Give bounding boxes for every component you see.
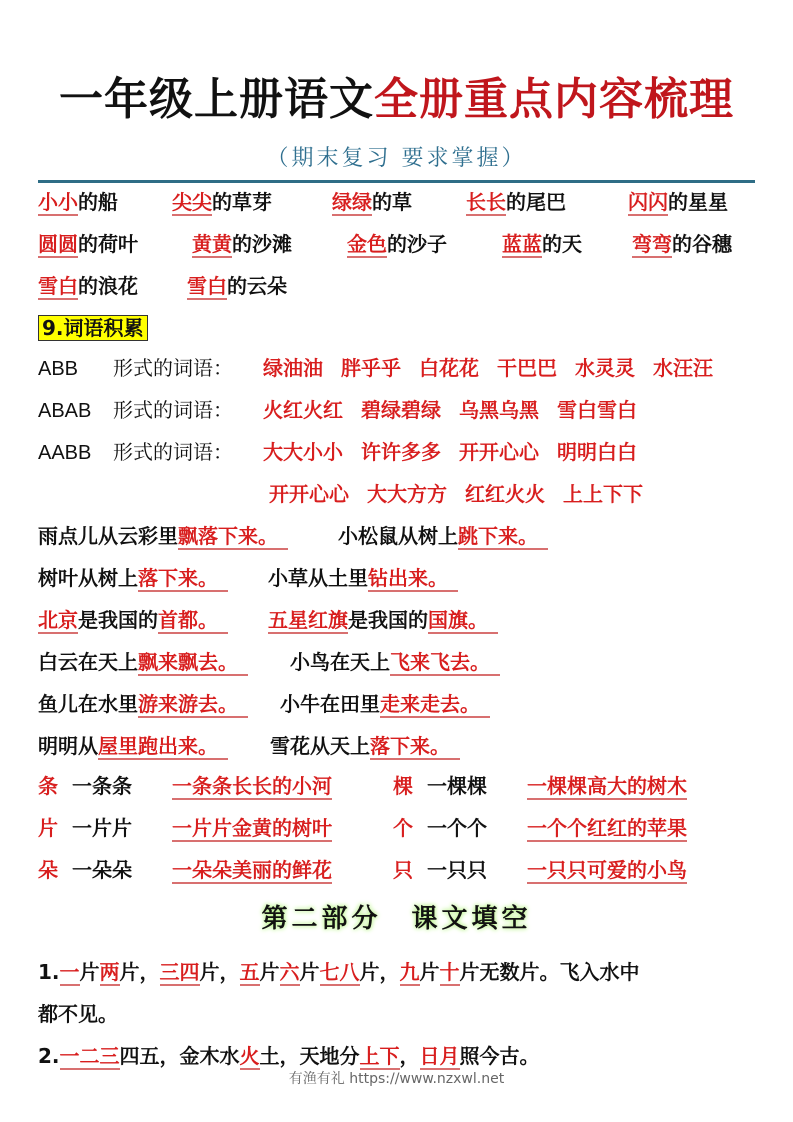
question-text: 片	[259, 960, 280, 984]
phrase-key: 闪闪	[628, 190, 668, 214]
sentence-text: 明明从	[38, 734, 98, 758]
measure-word-row	[38, 772, 332, 800]
phrase-key: 金色	[347, 232, 387, 256]
sentence-answer: 落下来。	[370, 734, 460, 758]
sentence	[38, 522, 288, 550]
question-text: 片	[419, 960, 440, 984]
phrase-key: 尖尖	[172, 190, 212, 214]
phrase-key: 蓝蓝	[502, 232, 542, 256]
form-label: ABAB	[38, 400, 92, 422]
measure-word: 个	[393, 816, 413, 840]
sentence	[290, 648, 500, 676]
measure-phrase: 一棵棵高大的树木	[527, 774, 687, 798]
blank-answer: 一	[59, 960, 80, 984]
sentence-answer: 飘来飘去。	[138, 650, 248, 674]
question-text: 四五，金木水	[119, 1044, 240, 1068]
title-black-part: 一年级上册语文	[59, 74, 374, 125]
form-suffix: 形式的词语：	[113, 440, 233, 464]
question-1	[38, 958, 640, 986]
blank-answer: 六	[279, 960, 300, 984]
sentence	[38, 732, 228, 760]
form-word: 火红火红	[263, 398, 343, 422]
blank-answer: 两	[99, 960, 120, 984]
measure-phrase: 一条条长长的小河	[172, 774, 332, 798]
sentence-answer: 游来游去。	[138, 692, 248, 716]
phrase-item	[38, 272, 138, 300]
blank-answer: 日月	[419, 1044, 460, 1068]
measure-word-row	[38, 856, 332, 884]
phrase-rest: 的草	[372, 190, 412, 214]
sentence	[268, 564, 458, 592]
measure-word: 朵	[38, 858, 58, 882]
question-text: 片，	[199, 960, 240, 984]
question-text: 土，天地分	[259, 1044, 360, 1068]
measure-phrase: 一只只可爱的小鸟	[527, 858, 687, 882]
form-word: 雪白雪白	[557, 398, 637, 422]
measure-word-row	[393, 772, 687, 800]
sentence-answer: 五星红旗	[268, 608, 348, 632]
sentence-answer: 国旗。	[428, 608, 498, 632]
measure-dup: 一片片	[72, 816, 132, 840]
sentence	[268, 606, 498, 634]
sentence-text: 白云在天上	[38, 650, 138, 674]
sentence	[38, 606, 228, 634]
question-text: 片	[299, 960, 320, 984]
measure-word-row	[393, 856, 687, 884]
question-text: 片，	[119, 960, 160, 984]
form-word: 胖乎乎	[341, 356, 401, 380]
form-words	[263, 356, 731, 380]
title-red-part: 全册重点内容梳理	[374, 74, 734, 125]
form-words	[263, 398, 655, 422]
sentence-text: 小松鼠从树上	[338, 524, 458, 548]
measure-dup: 一条条	[72, 774, 132, 798]
form-word: 开开心心	[269, 482, 349, 506]
phrase-key: 雪白	[38, 274, 78, 298]
word-form-row	[38, 396, 655, 425]
section9-heading: 9.词语积累	[38, 315, 148, 341]
form-suffix: 形式的词语：	[113, 398, 233, 422]
measure-phrase: 一个个红红的苹果	[527, 816, 687, 840]
blank-answer: 九	[399, 960, 420, 984]
word-form-row	[38, 480, 661, 508]
sentence-answer: 落下来。	[138, 566, 228, 590]
phrase-item	[466, 188, 566, 216]
phrase-rest: 的草芽	[212, 190, 272, 214]
form-word: 大大方方	[367, 482, 447, 506]
sentence	[38, 690, 248, 718]
sentence-answer: 首都。	[158, 608, 228, 632]
question-number: 1.	[38, 960, 60, 984]
form-word: 水汪汪	[653, 356, 713, 380]
measure-dup: 一棵棵	[427, 774, 487, 798]
form-word: 碧绿碧绿	[361, 398, 441, 422]
page-title	[0, 70, 793, 130]
measure-word: 条	[38, 774, 58, 798]
form-word: 水灵灵	[575, 356, 635, 380]
blank-answer: 火	[239, 1044, 260, 1068]
phrase-item	[192, 230, 292, 258]
watermark: 有渔有礼 https://www.nzxwl.net	[288, 1071, 505, 1087]
sentence	[38, 648, 248, 676]
form-word: 开开心心	[459, 440, 539, 464]
question-number: 2.	[38, 1044, 60, 1068]
measure-dup: 一朵朵	[72, 858, 132, 882]
sentence-answer: 北京	[38, 608, 78, 632]
phrase-item	[502, 230, 582, 258]
form-words	[263, 440, 655, 464]
measure-word: 棵	[393, 774, 413, 798]
phrase-rest: 的云朵	[227, 274, 287, 298]
word-form-row	[38, 354, 731, 383]
phrase-key: 黄黄	[192, 232, 232, 256]
form-word: 上上下下	[563, 482, 643, 506]
word-form-row	[38, 438, 655, 467]
measure-word-row	[38, 814, 332, 842]
phrase-key: 长长	[466, 190, 506, 214]
phrase-item	[632, 230, 732, 258]
sentence-answer: 飘落下来。	[178, 524, 288, 548]
sentence-text: 小牛在田里	[280, 692, 380, 716]
sentence-text: 是我国的	[348, 608, 428, 632]
section9-heading-row	[38, 314, 148, 342]
phrase-rest: 的天	[542, 232, 582, 256]
form-suffix: 形式的词语：	[113, 356, 233, 380]
form-word: 白花花	[419, 356, 479, 380]
part2-heading: 第二部分 课文填空	[261, 904, 532, 934]
phrase-key: 雪白	[187, 274, 227, 298]
phrase-key: 圆圆	[38, 232, 78, 256]
measure-dup: 一个个	[427, 816, 487, 840]
phrase-key: 小小	[38, 190, 78, 214]
form-word: 干巴巴	[497, 356, 557, 380]
question-text: 片	[79, 960, 100, 984]
question-text: ，	[399, 1044, 420, 1068]
question-text: 片无数片。飞入水中	[459, 960, 640, 984]
sentence-answer: 跳下来。	[458, 524, 548, 548]
form-words	[269, 482, 661, 506]
form-label: AABB	[38, 442, 92, 464]
blank-answer: 十	[439, 960, 460, 984]
blank-answer: 上下	[359, 1044, 400, 1068]
question-1-line2: 都不见。	[38, 1002, 118, 1026]
phrase-item	[332, 188, 412, 216]
form-word: 乌黑乌黑	[459, 398, 539, 422]
measure-word-row	[393, 814, 687, 842]
measure-phrase: 一片片金黄的树叶	[172, 816, 332, 840]
blank-answer: 三四	[159, 960, 200, 984]
phrase-rest: 的尾巴	[506, 190, 566, 214]
form-word: 绿油油	[263, 356, 323, 380]
divider	[38, 180, 755, 183]
sentence-answer: 屋里跑出来。	[98, 734, 228, 758]
phrase-item	[38, 188, 118, 216]
page-subtitle: （期末复习 要求掌握）	[266, 146, 527, 171]
sentence	[270, 732, 460, 760]
question-text: 片，	[359, 960, 400, 984]
sentence	[280, 690, 490, 718]
blank-answer: 一二三	[59, 1044, 120, 1068]
sentence-text: 树叶从树上	[38, 566, 138, 590]
form-word: 明明白白	[557, 440, 637, 464]
sentence-text: 是我国的	[78, 608, 158, 632]
phrase-item	[347, 230, 447, 258]
sentence-text: 小草从土里	[268, 566, 368, 590]
question-text: 照今古。	[459, 1044, 540, 1068]
sentence	[38, 564, 228, 592]
measure-word: 片	[38, 816, 58, 840]
blank-answer: 五	[239, 960, 260, 984]
form-word: 许许多多	[361, 440, 441, 464]
sentence-answer: 钻出来。	[368, 566, 458, 590]
sentence-text: 雨点儿从云彩里	[38, 524, 178, 548]
sentence	[338, 522, 548, 550]
phrase-item	[172, 188, 272, 216]
sentence-text: 雪花从天上	[270, 734, 370, 758]
phrase-key: 绿绿	[332, 190, 372, 214]
sentence-text: 鱼儿在水里	[38, 692, 138, 716]
measure-word: 只	[393, 858, 413, 882]
phrase-rest: 的星星	[668, 190, 728, 214]
form-word: 大大小小	[263, 440, 343, 464]
phrase-item	[628, 188, 728, 216]
blank-answer: 七八	[319, 960, 360, 984]
measure-dup: 一只只	[427, 858, 487, 882]
phrase-rest: 的荷叶	[78, 232, 138, 256]
phrase-rest: 的浪花	[78, 274, 138, 298]
phrase-item	[187, 272, 287, 300]
form-word: 红红火火	[465, 482, 545, 506]
sentence-answer: 走来走去。	[380, 692, 490, 716]
phrase-rest: 的沙滩	[232, 232, 292, 256]
question-2	[38, 1042, 540, 1070]
form-label: ABB	[38, 358, 79, 380]
phrase-item	[38, 230, 138, 258]
phrase-key: 弯弯	[632, 232, 672, 256]
phrase-rest: 的谷穗	[672, 232, 732, 256]
sentence-text: 小鸟在天上	[290, 650, 390, 674]
phrase-rest: 的船	[78, 190, 118, 214]
measure-phrase: 一朵朵美丽的鲜花	[172, 858, 332, 882]
phrase-rest: 的沙子	[387, 232, 447, 256]
sentence-answer: 飞来飞去。	[390, 650, 500, 674]
